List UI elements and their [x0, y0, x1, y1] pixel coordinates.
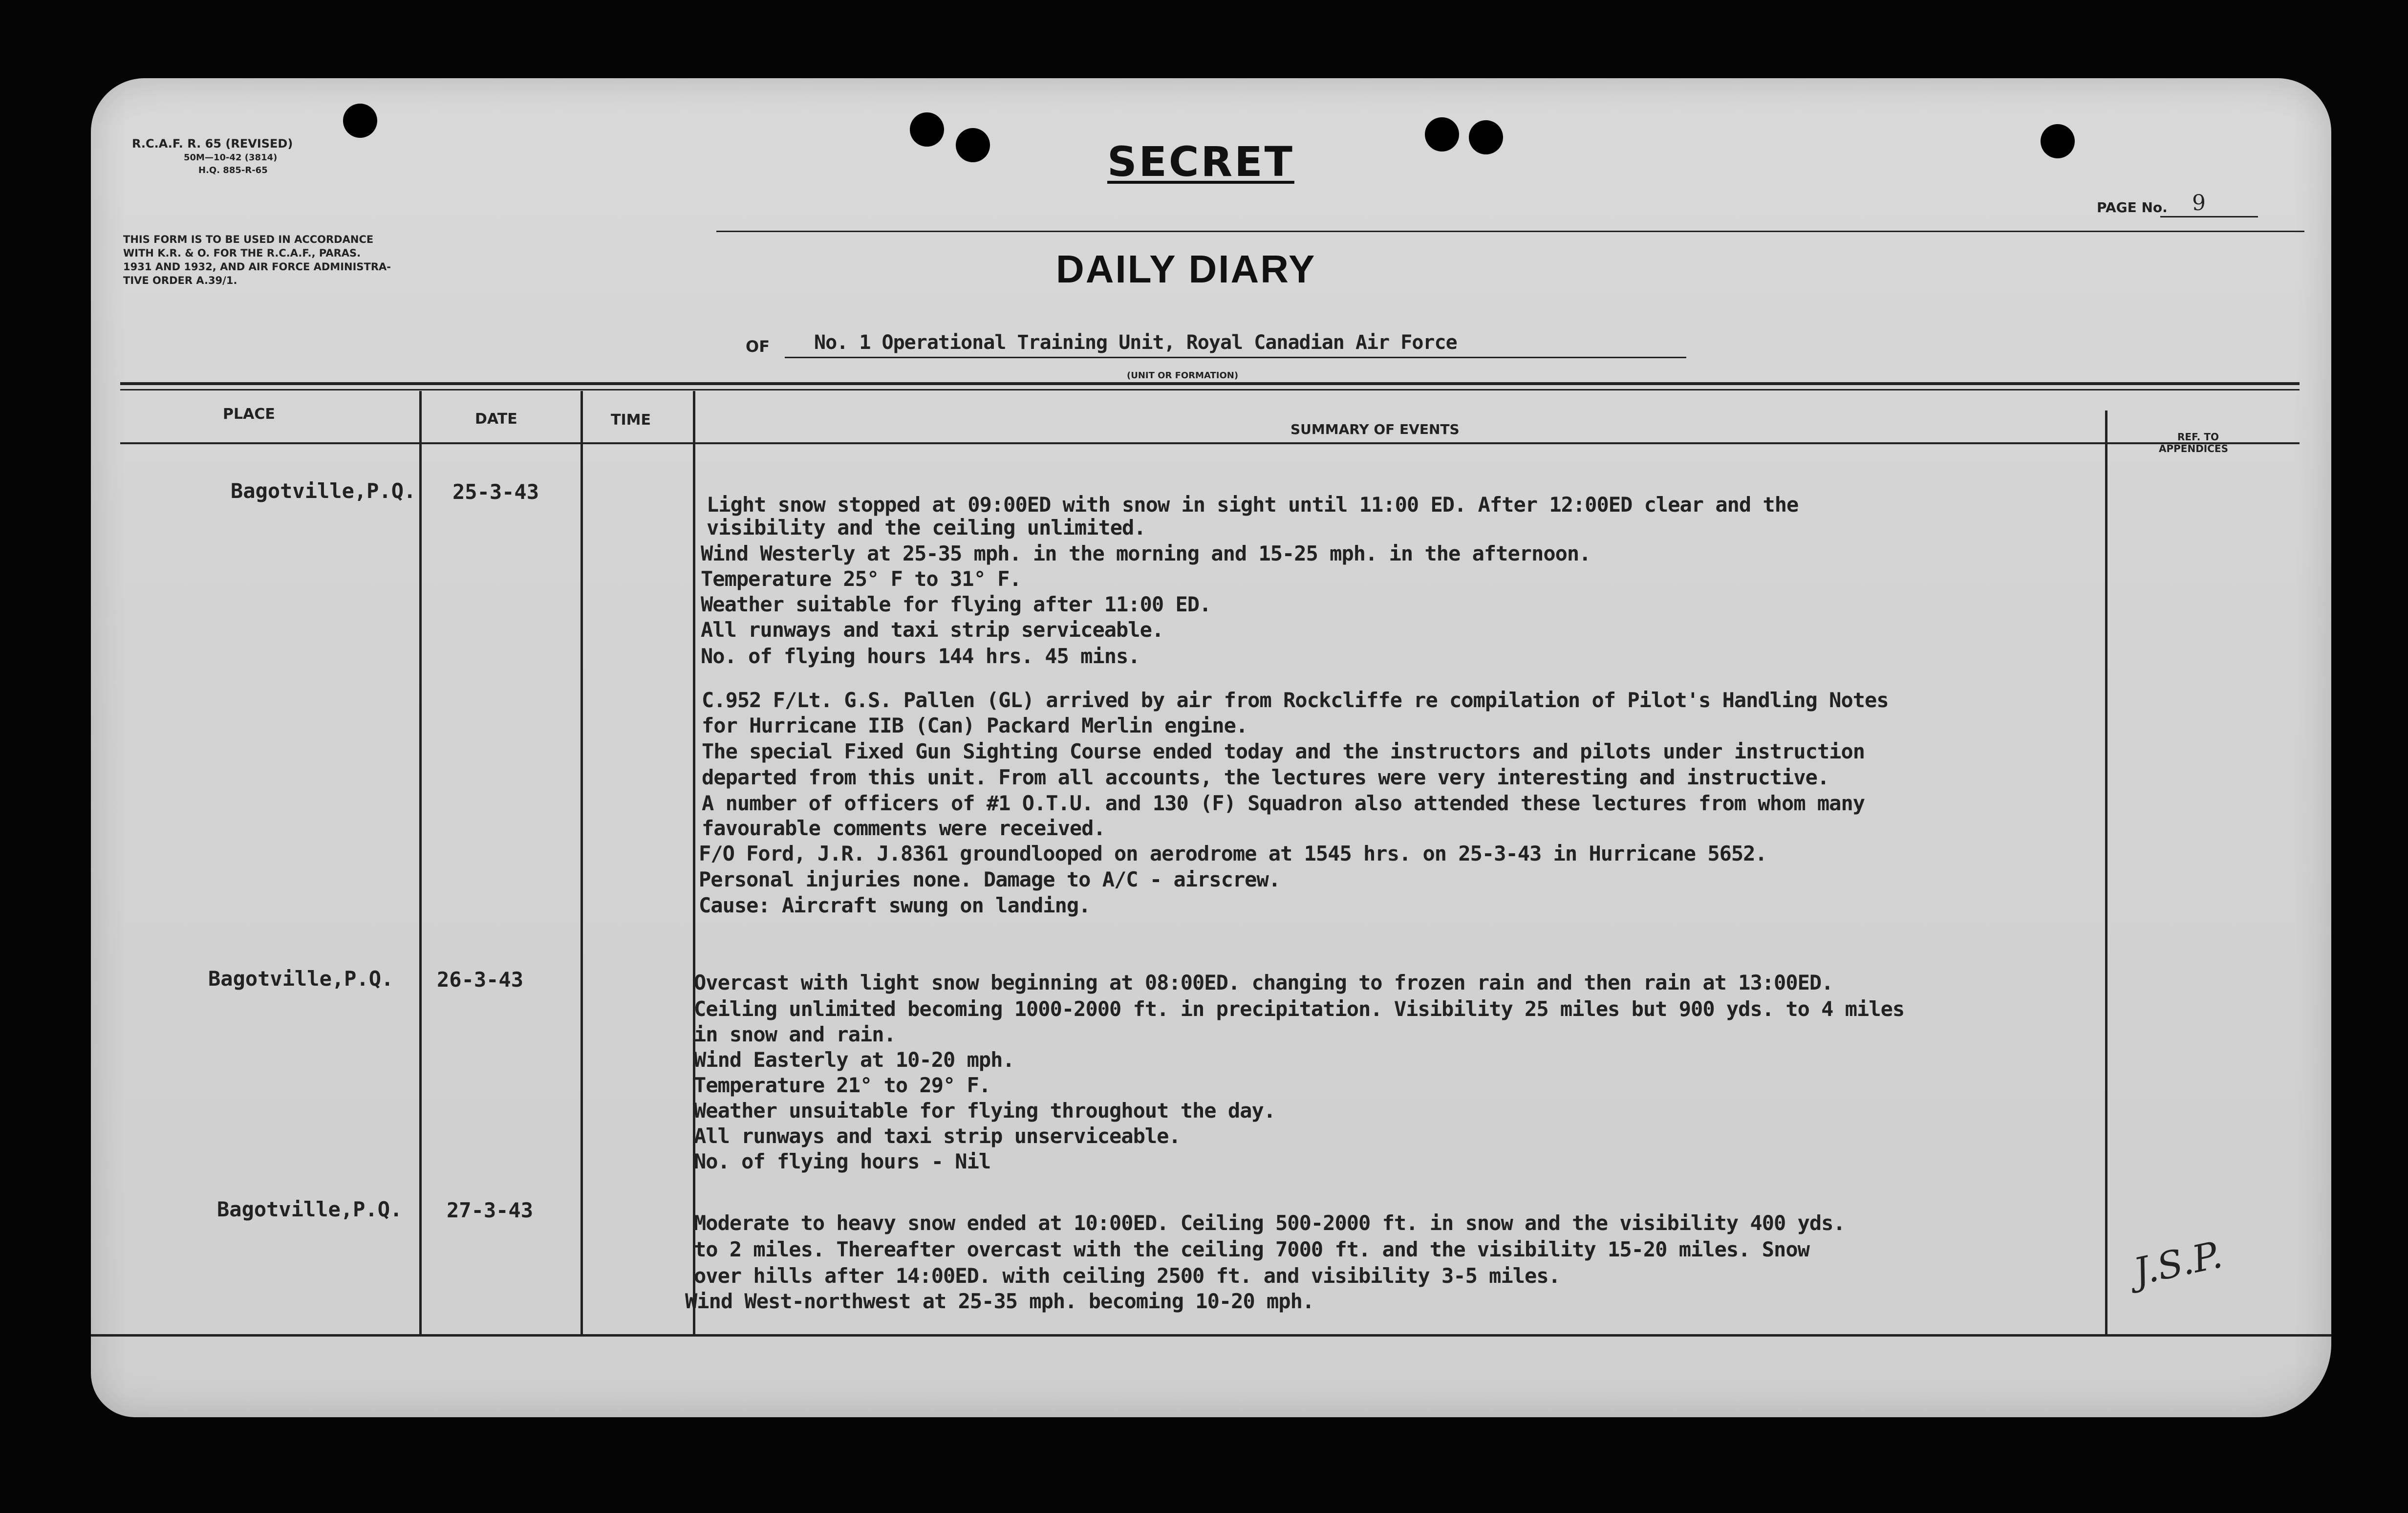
page-number-rule — [2160, 216, 2258, 217]
summary-line: A number of officers of #1 O.T.U. and 130 (F) Squadron also attended these lectures from whom many — [702, 791, 1865, 815]
summary-line: C.952 F/Lt. G.S. Pallen (GL) arrived by air from Rockcliffe re compilation of Pilot's Handling Notes — [702, 688, 1889, 712]
summary-line: Weather suitable for flying after 11:00 ED. — [701, 592, 1211, 616]
column-header-ref: APPENDICES — [2159, 443, 2228, 454]
table-top-rule — [120, 382, 2300, 385]
summary-line: to 2 miles. Thereafter overcast with the ceiling 7000 ft. and the visibility 15-20 miles. Snow — [694, 1237, 1809, 1261]
summary-line: for Hurricane IIB (Can) Packard Merlin engine. — [702, 713, 1248, 737]
summary-line: Wind Easterly at 10-20 mph. — [694, 1048, 1014, 1072]
hq-code: H.Q. 885-R-65 — [198, 165, 268, 175]
summary-line: Wind West-northwest at 25-35 mph. becoming 10-20 mph. — [685, 1289, 1314, 1313]
column-header-date: DATE — [475, 411, 517, 428]
handwritten-initials: J.S.P. — [2129, 1232, 2226, 1294]
summary-line: All runways and taxi strip unserviceable. — [694, 1124, 1181, 1148]
entry-place: Bagotville,P.Q. — [217, 1197, 403, 1221]
unit-caption: (UNIT OR FORMATION) — [1127, 370, 1239, 381]
usage-note-line: 1931 AND 1932, AND AIR FORCE ADMINISTRA- — [123, 261, 391, 273]
summary-line: over hills after 14:00ED. with ceiling 2500 ft. and visibility 3-5 miles. — [694, 1264, 1560, 1288]
entry-date: 25-3-43 — [452, 480, 539, 504]
punch-hole — [956, 128, 990, 162]
column-header-ref: REF. TO — [2177, 431, 2219, 443]
summary-line: visibility and the ceiling unlimited. — [707, 516, 1146, 540]
summary-line: Moderate to heavy snow ended at 10:00ED. Ceiling 500-2000 ft. in snow and the visibility 400 yds. — [694, 1211, 1845, 1235]
summary-line: No. of flying hours - Nil — [694, 1149, 991, 1173]
summary-line: Weather unsuitable for flying throughout the day. — [694, 1099, 1276, 1123]
unit-rule — [785, 357, 1686, 358]
entry-place: Bagotville,P.Q. — [231, 479, 416, 503]
entry-place: Bagotville,P.Q. — [208, 967, 394, 991]
punch-hole — [1425, 117, 1459, 151]
column-divider — [2105, 411, 2107, 1335]
summary-line: Temperature 25° F to 31° F. — [701, 567, 1021, 591]
column-head-rule — [120, 442, 2300, 444]
page-number: 9 — [2192, 191, 2206, 216]
diary-card — [91, 78, 2331, 1417]
usage-note-line: WITH K.R. & O. FOR THE R.C.A.F., PARAS. — [123, 247, 361, 259]
entry-date: 27-3-43 — [447, 1198, 534, 1222]
header-top-rule — [716, 231, 2304, 232]
of-label: OF — [746, 337, 770, 356]
usage-note-line: THIS FORM IS TO BE USED IN ACCORDANCE — [123, 234, 374, 245]
column-header-time: TIME — [611, 411, 651, 429]
punch-hole — [2041, 124, 2075, 158]
summary-line: Ceiling unlimited becoming 1000-2000 ft. in precipitation. Visibility 25 miles but 900 yds. to 4 miles — [694, 997, 1905, 1021]
summary-line: Wind Westerly at 25-35 mph. in the morning and 15-25 mph. in the afternoon. — [701, 541, 1591, 565]
punch-hole — [910, 112, 944, 147]
summary-line: The special Fixed Gun Sighting Course ended today and the instructors and pilots under instruction — [702, 739, 1865, 763]
summary-line: Cause: Aircraft swung on landing. — [699, 893, 1091, 917]
print-code: 50M—10-42 (3814) — [184, 152, 278, 163]
punch-hole — [343, 104, 377, 138]
summary-line: Overcast with light snow beginning at 08:00ED. changing to frozen rain and then rain at 13:00ED. — [694, 971, 1833, 994]
summary-line: F/O Ford, J.R. J.8361 groundlooped on aerodrome at 1545 hrs. on 25-3-43 in Hurricane 5652. — [699, 842, 1767, 865]
column-header-summary: SUMMARY OF EVENTS — [1290, 421, 1460, 437]
summary-line: All runways and taxi strip serviceable. — [701, 618, 1164, 642]
summary-line: No. of flying hours 144 hrs. 45 mins. — [701, 644, 1140, 668]
entry-date: 26-3-43 — [437, 968, 524, 992]
column-divider — [693, 391, 695, 1335]
punch-hole — [1469, 120, 1503, 154]
table-bottom-rule — [91, 1334, 2331, 1337]
unit-name: No. 1 Operational Training Unit, Royal Canadian Air Force — [814, 331, 1457, 354]
page-title: DAILY DIARY — [1056, 247, 1316, 291]
summary-line: in snow and rain. — [694, 1022, 896, 1046]
classification-stamp: SECRET — [1107, 138, 1294, 186]
summary-line: departed from this unit. From all accounts, the lectures were very interesting and instructive. — [702, 765, 1829, 789]
column-divider — [419, 391, 422, 1335]
usage-note-line: TIVE ORDER A.39/1. — [123, 275, 237, 286]
form-number: R.C.A.F. R. 65 (REVISED) — [132, 137, 293, 151]
summary-line: Temperature 21° to 29° F. — [694, 1073, 991, 1097]
table-top-rule-2 — [120, 389, 2300, 390]
summary-line: favourable comments were received. — [702, 816, 1105, 840]
column-divider — [580, 391, 583, 1335]
column-header-place: PLACE — [223, 406, 275, 423]
summary-line: Light snow stopped at 09:00ED with snow in sight until 11:00 ED. After 12:00ED clear and the — [707, 493, 1799, 517]
page-label: PAGE No. — [2097, 199, 2168, 216]
summary-line: Personal injuries none. Damage to A/C - airscrew. — [699, 867, 1281, 891]
